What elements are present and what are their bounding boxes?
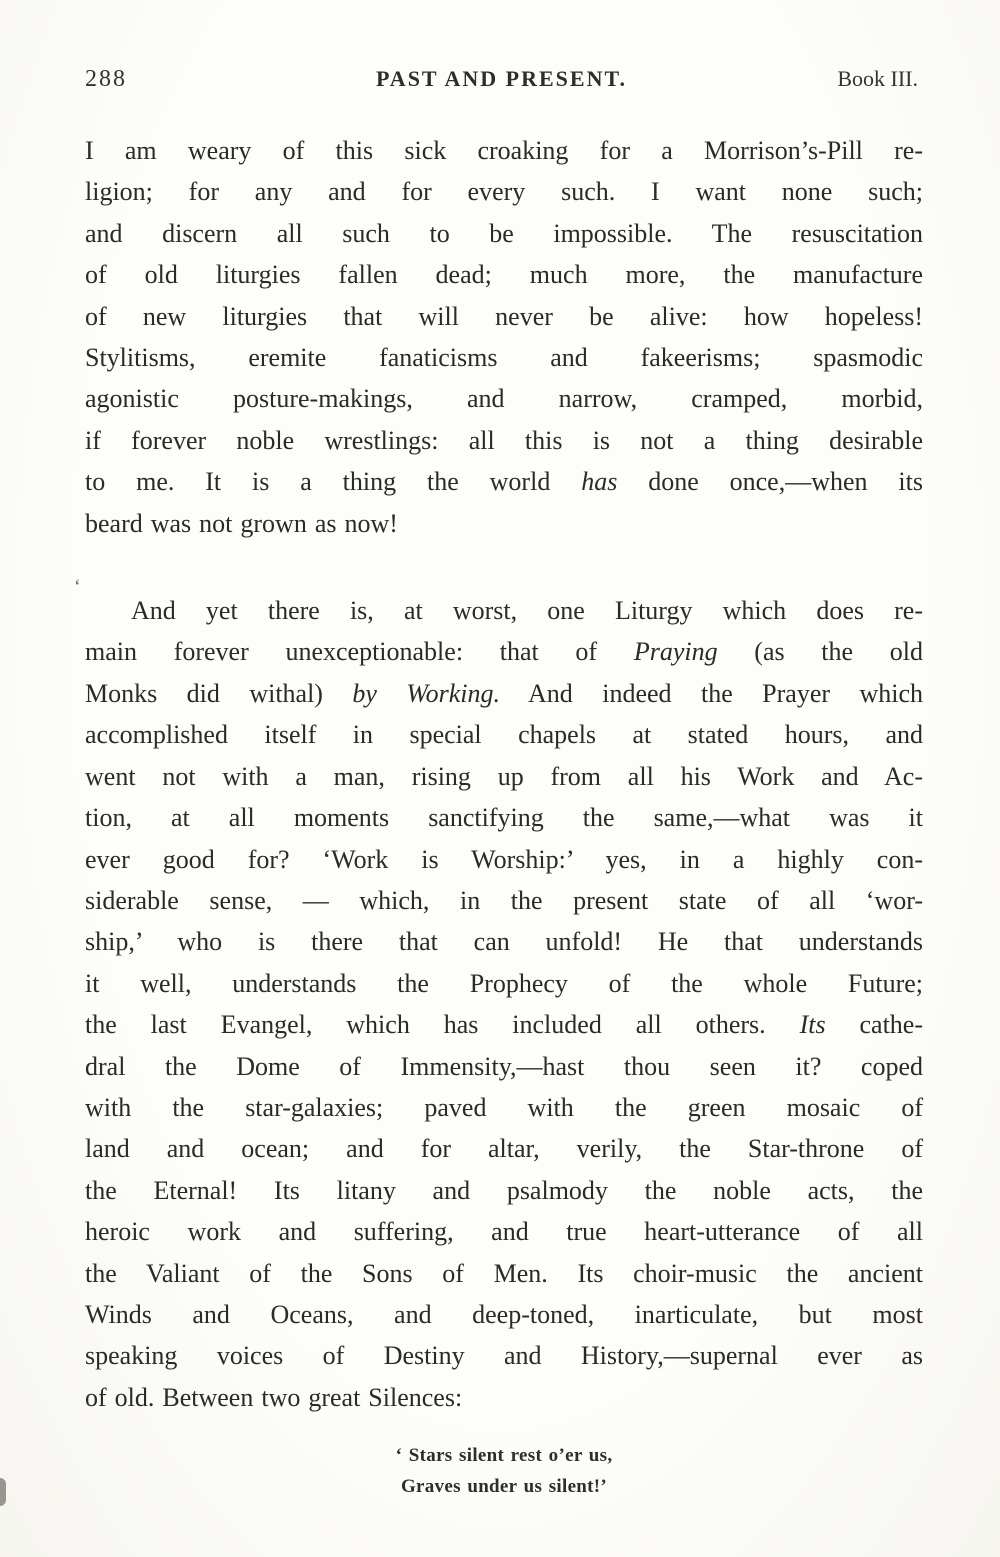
- verse-line: ‘ Stars silent rest o’er us,: [395, 1445, 613, 1467]
- text-segment: of old liturgies fallen dead; much more, the manufacture: [85, 260, 923, 290]
- running-title: PAST AND PRESENT.: [376, 66, 627, 91]
- text-segment: of old. Between two great Silences:: [85, 1382, 463, 1412]
- text-line: [85, 213, 923, 254]
- text-line: [85, 1335, 923, 1376]
- text-segment: ever good for? ‘Work is Worship:’ yes, in a highly con-: [85, 844, 923, 874]
- text-segment: Winds and Oceans, and deep-toned, inarticulate, but most: [85, 1299, 923, 1329]
- text-line: [85, 1087, 923, 1128]
- text-line: [85, 1170, 923, 1211]
- text-segment: if forever noble wrestlings: all this is not a thing desirable: [85, 425, 923, 455]
- page-number: 288: [85, 66, 127, 92]
- text-line: [85, 296, 923, 337]
- italic-text: Its: [799, 1010, 826, 1040]
- text-segment: done once,—when its: [617, 467, 923, 497]
- text-line: [85, 756, 923, 797]
- text-segment: land and ocean; and for altar, verily, the Star-throne of: [85, 1134, 923, 1164]
- text-line: [85, 921, 923, 962]
- verse-block: [85, 1440, 923, 1502]
- text-line: [85, 1128, 923, 1169]
- text-segment: the Valiant of the Sons of Men. Its choir-music the ancient: [85, 1258, 923, 1288]
- text-segment: Monks did withal): [85, 678, 353, 708]
- text-segment: of new liturgies that will never be alive: how hopeless!: [85, 301, 923, 331]
- text-segment: dral the Dome of Immensity,—hast thou seen it? coped: [85, 1051, 923, 1081]
- text-segment: speaking voices of Destiny and History,—supernal ever as: [85, 1341, 923, 1371]
- text-line: [85, 673, 923, 714]
- text-line: [85, 590, 923, 631]
- paragraph: [85, 590, 923, 1418]
- text-segment: siderable sense, — which, in the present state of all ‘wor-: [85, 885, 923, 915]
- text-segment: (as the old: [717, 637, 923, 667]
- text-segment: went not with a man, rising up from all his Work and Ac-: [85, 761, 923, 791]
- text-line: [85, 503, 923, 544]
- text-segment: I am weary of this sick croaking for a Morrison’s-Pill re-: [85, 136, 923, 165]
- italic-text: by Working.: [352, 678, 501, 708]
- text-line: [85, 631, 923, 672]
- paragraph: [85, 130, 923, 544]
- text-line: [85, 1253, 923, 1294]
- italic-text: has: [581, 467, 618, 497]
- text-segment: And yet there is, at worst, one Liturgy which does re-: [131, 596, 923, 626]
- text-line: [85, 378, 923, 419]
- margin-mark: ‘: [74, 576, 81, 598]
- text-segment: ship,’ who is there that can unfold! He that understands: [85, 927, 923, 957]
- text-line: [85, 880, 923, 921]
- text-segment: and discern all such to be impossible. The resuscitation: [85, 218, 923, 248]
- text-segment: accomplished itself in special chapels at stated hours, and: [85, 720, 923, 750]
- text-line: [85, 461, 923, 502]
- text-segment: And indeed the Prayer which: [500, 678, 923, 708]
- text-segment: ligion; for any and for every such. I want none such;: [85, 177, 923, 207]
- italic-text: Praying: [633, 637, 718, 667]
- text-segment: it well, understands the Prophecy of the whole Future;: [85, 968, 923, 998]
- text-segment: heroic work and suffering, and true heart-utterance of all: [85, 1217, 923, 1247]
- text-body: [85, 130, 923, 1502]
- text-line: [85, 1211, 923, 1252]
- text-line: [85, 963, 923, 1004]
- text-segment: the Eternal! Its litany and psalmody the noble acts, the: [85, 1175, 923, 1205]
- text-line: [85, 714, 923, 755]
- text-line: [85, 797, 923, 838]
- book-label: Book III.: [837, 66, 918, 91]
- page-edge-artifact: [0, 1478, 6, 1506]
- text-segment: the last Evangel, which has included all others.: [85, 1010, 800, 1040]
- text-line: [85, 1294, 923, 1335]
- text-segment: to me. It is a thing the world: [85, 467, 582, 497]
- text-line: [85, 254, 923, 295]
- text-line: [85, 420, 923, 461]
- text-line: [85, 130, 923, 171]
- text-segment: cathe-: [825, 1010, 923, 1040]
- text-block: [85, 130, 923, 1418]
- text-line: [85, 1046, 923, 1087]
- text-line: [85, 337, 923, 378]
- text-line: [85, 1377, 923, 1418]
- text-segment: main forever unexceptionable: that of: [85, 637, 634, 667]
- text-line: [85, 1004, 923, 1045]
- text-line: [85, 171, 923, 212]
- verse-line: Graves under us silent!’: [400, 1476, 608, 1498]
- text-segment: with the star-galaxies; paved with the green mosaic of: [85, 1092, 923, 1122]
- text-segment: beard was not grown as now!: [85, 508, 398, 538]
- running-header: [85, 66, 918, 93]
- text-segment: agonistic posture-makings, and narrow, cramped, morbid,: [85, 384, 923, 414]
- text-segment: Stylitisms, eremite fanaticisms and fakeerisms; spasmodic: [85, 343, 923, 373]
- text-segment: tion, at all moments sanctifying the same,—what was it: [85, 803, 923, 833]
- text-line: [85, 839, 923, 880]
